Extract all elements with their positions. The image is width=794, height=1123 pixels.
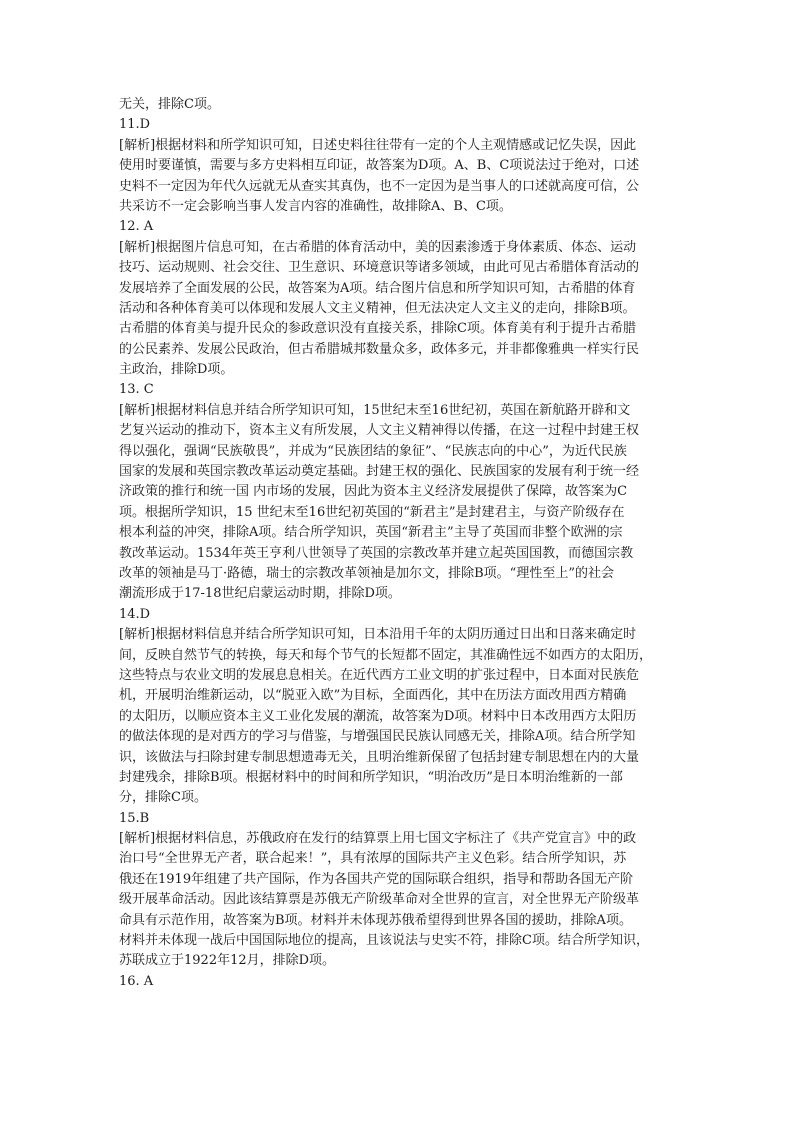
text-line: [解析]根据图片信息可知，在古希腊的体育活动中，美的因素渗透于身体素质、体态、运动 bbox=[119, 239, 637, 255]
text-line: 材料并未体现一战后中国国际地位的提高，且该说法与史实不符，排除C项。结合所学知识， bbox=[119, 933, 649, 949]
text-line: 史料不一定因为年代久远就无从查实其真伪，也不一定因为是当事人的口述就高度可信，公 bbox=[119, 178, 640, 194]
text-line: 项。根据所学知识，15 世纪末至16世纪初英国的“新君主”是封建君主，与资产阶级存在 bbox=[119, 504, 625, 520]
text-line: 命具有示范作用，故答案为B项。材料并未体现苏俄希望得到世界各国的援助，排除A项。 bbox=[119, 912, 632, 928]
text-line: 俄还在1919年组建了共产国际，作为各国共产党的国际联合组织，指导和帮助各国无产阶 bbox=[119, 871, 634, 887]
text-line: 11.D bbox=[119, 117, 151, 133]
text-line: 技巧、运动规则、社会交往、卫生意识、环境意识等诸多领域，由此可见古希腊体育活动的 bbox=[119, 260, 640, 276]
text-line: 机，开展明治维新运动，以“脱亚入欧”为目标，全面西化，其中在历法方面改用西方精确 bbox=[119, 688, 627, 704]
text-line: [解析]根据材料信息，苏俄政府在发行的结算票上用七国文字标注了《共产党宣言》中的政 bbox=[119, 831, 637, 847]
text-line: 治口号“全世界无产者，联合起来！”，具有浓厚的国际共产主义色彩。结合所学知识，苏 bbox=[119, 851, 627, 867]
text-line: 发展培养了全面发展的公民，故答案为A项。结合图片信息和所学知识可知，古希腊的体育 bbox=[119, 280, 636, 296]
text-line: 主政治，排除D项。 bbox=[119, 362, 234, 378]
text-line: 分，排除C项。 bbox=[119, 790, 207, 806]
text-line: 15.B bbox=[119, 810, 150, 826]
text-line: 无关，排除C项。 bbox=[119, 97, 220, 112]
text-line: 这些特点与农业文明的发展息息相关。在近代西方工业文明的扩张过程中，日本面对民族危 bbox=[119, 667, 640, 683]
text-line: 艺复兴运动的推动下，资本主义有所发展，人文主义精神得以传播，在这一过程中封建王权 bbox=[119, 423, 640, 439]
text-line: 苏联成立于1922年12月，排除D项。 bbox=[119, 953, 336, 969]
text-line: 级开展革命活动。因此该结算票是苏俄无产阶级革命对全世界的宣言，对全世界无产阶级革 bbox=[119, 892, 640, 908]
text-line: [解析]根据材料信息并结合所学知识可知，日本沿用千年的太阴历通过日出和日落来确定时 bbox=[119, 627, 637, 643]
text-line: 济政策的推行和统一国 内市场的发展，因此为资本主义经济发展提供了保障，故答案为C bbox=[119, 484, 628, 500]
text-line: 识，该做法与扫除封建专制思想遗毒无关，且明治维新保留了包括封建专制思想在内的大量 bbox=[119, 749, 640, 765]
text-line: 的公民素养、发展公民政治，但古希腊城邦数量众多，政体多元，并非都像雅典一样实行民 bbox=[119, 341, 640, 357]
text-line: 共采访不一定会影响当事人发言内容的准确性，故排除A、B、C项。 bbox=[119, 198, 512, 214]
answer-explanation-page bbox=[119, 95, 677, 992]
text-line: 活动和各种体育美可以体现和发展人文主义精神，但无法决定人文主义的走向，排除B项。 bbox=[119, 300, 636, 316]
text-line: [解析]根据材料和所学知识可知，日述史料往往带有一定的个人主观情感或记忆失误，因此 bbox=[119, 137, 637, 153]
text-line: 13. C bbox=[119, 382, 154, 398]
text-line: 12. A bbox=[119, 219, 154, 235]
text-line: 间，反映自然节气的转换，每天和每个节气的长短都不固定，其准确性远不如西方的太阳历， bbox=[119, 647, 653, 663]
text-line: 的做法体现的是对西方的学习与借鉴，与增强国民民族认同感无关，排除A项。结合所学知 bbox=[119, 729, 636, 745]
text-line: 使用时要谨慎，需要与多方史料相互印证，故答案为D项。A、B、C项说法过于绝对，口述 bbox=[119, 158, 640, 174]
text-line: 得以强化，强调“民族敬畏”，并成为“民族团结的象征”、“民族志向的中心”，为近代民族 bbox=[119, 443, 627, 459]
text-line: 潮流形成于17-18世纪启蒙运动时期，排除D项。 bbox=[119, 586, 401, 602]
text-line: 古希腊的体育美与提升民众的参政意识没有直接关系，排除C项。体育美有利于提升古希腊 bbox=[119, 321, 636, 337]
text-line: [解析]根据材料信息并结合所学知识可知，15世纪末至16世纪初，英国在新航路开辟和文 bbox=[119, 402, 631, 418]
text-line: 改革的领袖是马丁·路德，瑞士的宗教改革领袖是加尔文，排除B项。“理性至上”的社会 bbox=[119, 565, 614, 581]
text-line: 16. A bbox=[119, 973, 154, 989]
text-line: 封建残余，排除B项。根据材料中的时间和所学知识，“明治改历”是日本明治维新的一部 bbox=[119, 769, 623, 785]
text-line: 14.D bbox=[119, 606, 151, 622]
text-line: 根本利益的冲突，排除A项。结合所学知识，英国“新君主”主导了英国而非整个欧洲的宗 bbox=[119, 525, 623, 541]
text-line: 国家的发展和英国宗教改革运动奠定基础。封建王权的强化、民族国家的发展有利于统一经 bbox=[119, 464, 640, 480]
text-line: 教改革运动。1534年英王亨利八世领导了英国的宗教改革并建立起英国国教，而德国宗教 bbox=[119, 545, 634, 561]
text-line: 的太阳历，以顺应资本主义工业化发展的潮流，故答案为D项。材料中日本改用西方太阳历 bbox=[119, 708, 637, 724]
